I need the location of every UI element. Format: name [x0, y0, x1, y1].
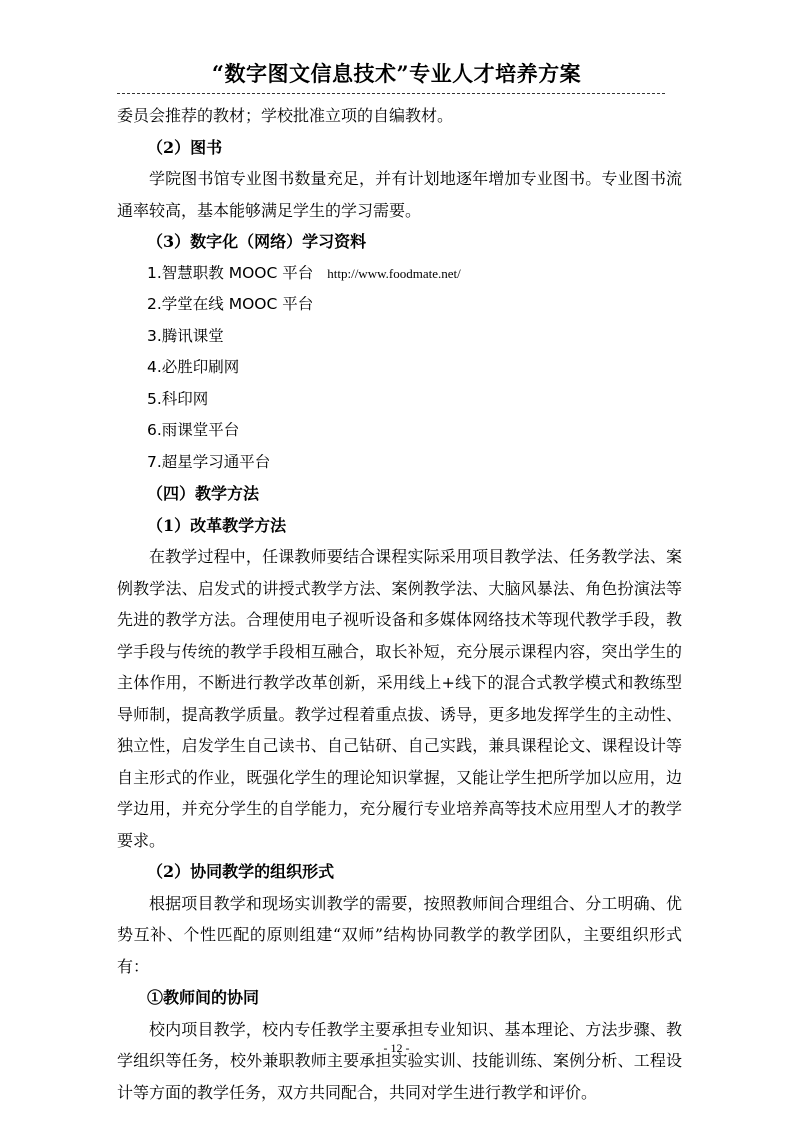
paragraph-teacher-collaboration: 校内项目教学，校内专任教学主要承担专业知识、基本理论、方法步骤、教学组织等任务，校外兼职教师主要承担实验实训、技能训练、案例分析、工程设计等方面的教学任务，双方共同配合，共同对学生进行教学和评价。	[117, 1019, 682, 1102]
paragraph-books: 学院图书馆专业图书数量充足，并有计划地逐年增加专业图书。专业图书流通率较高，基本能够满足学生的学习需要。	[117, 169, 682, 220]
resource-url[interactable]: http://www.foodmate.net/	[327, 265, 461, 281]
document-body	[117, 100, 682, 1108]
resource-item-4: 4.必胜印刷网	[147, 358, 240, 376]
paragraph-reform-methods: 在教学过程中，任课教师要结合课程实际采用项目教学法、任务教学法、案例教学法、启发式的讲授式教学方法、案例教学法、大脑风暴法、角色扮演法等先进的教学方法。合理使用电子视听设备和多媒体网络技术等现代教学手段，教学手段与传统的教学手段相互融合，取长补短，充分展示课程内容，突出学生的主体作用，不断进行教学改革创新，采用线上+线下的混合式教学模式和教练型导师制，提高教学质量。教学过程着重点拔、诱导，更多地发挥学生的主动性、独立性，启发学生自己读书、自己钻研、自己实践，兼具课程论文、课程设计等自主形式的作业，既强化学生的理论知识掌握，又能让学生把所学加以应用，边学边用，并充分学生的自学能力，充分履行专业培养高等技术应用型人才的教学要求。	[117, 547, 682, 850]
heading-teaching-methods: （四）教学方法	[147, 484, 260, 503]
resource-item-2: 2.学堂在线 MOOC 平台	[147, 295, 314, 313]
resource-label: 1.智慧职教 MOOC 平台	[147, 263, 314, 282]
header-divider	[117, 93, 665, 94]
resource-item-6: 6.雨课堂平台	[147, 421, 240, 439]
page-header-title: “数字图文信息技术”专业人才培养方案	[211, 61, 582, 86]
resource-item-5: 5.科印网	[147, 389, 209, 408]
paragraph-collaborative-teaching: 根据项目教学和现场实训教学的需要，按照教师间合理组合、分工明确、优势互补、个性匹配的原则组建“双师”结构协同教学的教学团队，主要组织形式有：	[117, 893, 682, 976]
heading-teacher-collaboration: ①教师间的协同	[147, 988, 260, 1007]
resource-item-3: 3.腾讯课堂	[147, 326, 224, 345]
heading-books: （2）图书	[147, 137, 223, 157]
heading-collaborative-teaching: （2）协同教学的组织形式	[147, 862, 335, 881]
resource-item-7: 7.超星学习通平台	[147, 452, 271, 471]
paragraph-continued: 委员会推荐的教材；学校批准立项的自编教材。	[117, 106, 454, 125]
heading-reform-methods: （1）改革教学方法	[147, 515, 287, 535]
resource-item-1	[117, 258, 682, 290]
heading-digital-resources: （3）数字化（网络）学习资料	[147, 232, 367, 251]
page-number: - 12 -	[383, 1041, 410, 1055]
